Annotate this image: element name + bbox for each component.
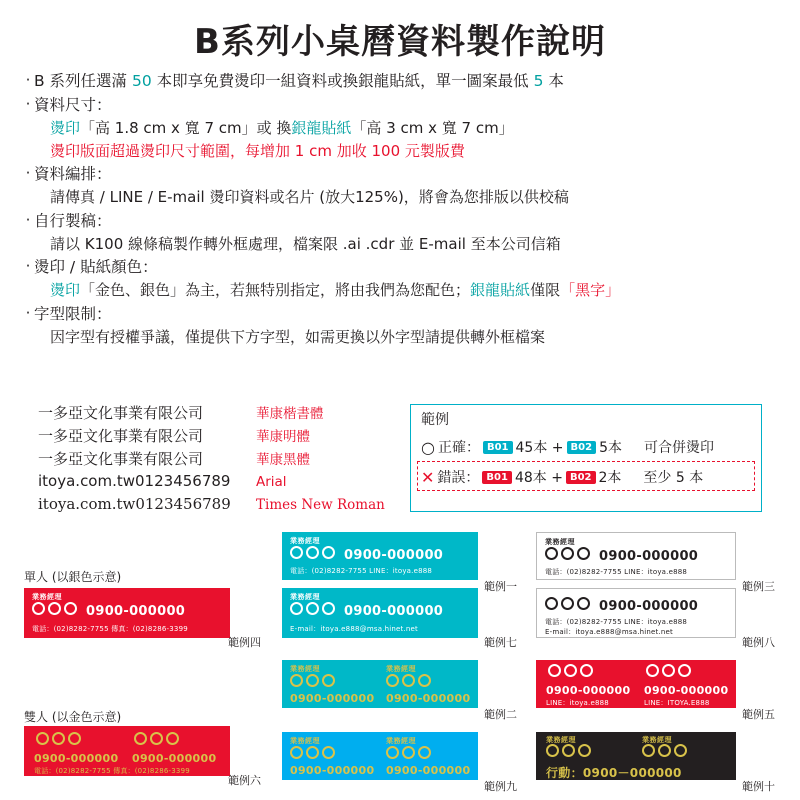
card-caption: 範例一 — [484, 580, 517, 593]
card-caption: 範例七 — [484, 636, 517, 649]
punch-circles-icon — [36, 732, 81, 745]
punch-circles-icon — [545, 547, 590, 560]
error-label: 錯誤： — [437, 470, 480, 486]
spec-item — [22, 69, 782, 93]
punch-circle-icon — [545, 547, 558, 560]
font-sample-text: itoya.com.tw0123456789 — [38, 472, 231, 491]
font-sample-row — [38, 402, 398, 425]
card-contact-text: 電話：(02)8282-7755 LINE：itoya.e888 — [545, 568, 688, 576]
punch-circle-icon — [32, 602, 45, 615]
card-phone-text: 0900-000000 — [644, 684, 729, 697]
card-caption: 範例六 — [228, 774, 261, 787]
error-qty1: 48本 + — [514, 470, 563, 486]
correct-circle-icon: ○ — [421, 437, 435, 457]
punch-circle-icon — [290, 602, 303, 615]
error-note: 至少 5 本 — [643, 470, 704, 486]
punch-circle-icon — [580, 664, 593, 677]
card-phone-text: 0900-000000 — [344, 548, 444, 563]
punch-circles-icon — [546, 744, 591, 757]
punch-circle-icon — [68, 732, 81, 745]
card-phone-text: 0900-000000 — [86, 604, 186, 619]
punch-circle-icon — [561, 547, 574, 560]
punch-circle-icon — [306, 602, 319, 615]
spec-text: 燙印 — [50, 119, 81, 138]
card-role-text: 業務經理 — [642, 736, 672, 744]
spec-body — [34, 93, 782, 162]
card-role-text: 業務經理 — [290, 737, 320, 745]
card-role-text: 業務經理 — [386, 665, 416, 673]
punch-circle-icon — [386, 674, 399, 687]
spec-body — [34, 255, 782, 302]
card-contact-text: E-mail：itoya.e888@msa.hinet.net — [290, 625, 419, 633]
product-code-b02: B02 — [567, 441, 597, 454]
spec-text: 本 — [543, 72, 564, 90]
spec-text: 銀龍貼紙 — [291, 119, 352, 138]
spec-line — [50, 233, 782, 256]
font-sample-text: 一多亞文化事業有限公司 — [38, 449, 204, 468]
punch-circle-icon — [642, 744, 655, 757]
spec-text: 或 換 — [256, 119, 292, 138]
spec-line — [34, 69, 782, 93]
punch-circle-icon — [134, 732, 147, 745]
punch-circle-icon — [306, 674, 319, 687]
specifications-list — [22, 69, 782, 348]
card-contact-text: 電話：(02)8282-7755 LINE：itoya.e888 — [290, 567, 433, 575]
sample-card — [282, 732, 478, 780]
correct-label: 正確： — [437, 440, 480, 456]
sample-card — [282, 660, 478, 708]
spec-heading: 字型限制： — [34, 304, 112, 323]
spec-text: 燙印版面超過燙印尺寸範圍，每增加 1 cm 加收 100 元製版費 — [50, 141, 465, 160]
card-contact-text: E-mail：itoya.e888@msa.hinet.net — [545, 628, 674, 636]
punch-circle-icon — [306, 546, 319, 559]
punch-circle-icon — [48, 602, 61, 615]
card-phone-text: 0900-000000 — [290, 692, 375, 705]
spec-body — [34, 209, 782, 256]
card-role-text: 業務經理 — [290, 537, 320, 545]
punch-circle-icon — [290, 546, 303, 559]
punch-circle-icon — [577, 547, 590, 560]
bullet-icon: ‧ — [25, 210, 31, 229]
card-phone-text: 0900-000000 — [132, 752, 217, 765]
punch-circle-icon — [678, 664, 691, 677]
sample-card — [282, 588, 478, 638]
example-error-row — [421, 467, 703, 487]
card-caption: 範例十 — [742, 780, 775, 793]
punch-circle-icon — [306, 746, 319, 759]
spec-text: 燙印 — [50, 281, 81, 300]
font-sample-row — [38, 493, 398, 516]
font-name-label: Arial — [256, 474, 287, 491]
spec-text: 「高 1.8 cm x 寬 7 cm」 — [80, 119, 257, 138]
spec-text: 請傳真 / LINE / E-mail 燙印資料或名片 (放大125%)，將會為您排版以供校稿 — [50, 188, 569, 207]
card-phone-text: 0900-000000 — [344, 604, 444, 619]
bullet-icon: ‧ — [25, 164, 31, 183]
spec-text: B 系列任選滿 — [34, 72, 132, 90]
card-contact-text: LINE：ITOYA.E888 — [644, 699, 710, 707]
punch-circle-icon — [402, 746, 415, 759]
font-sample-row — [38, 448, 398, 471]
punch-circles-icon — [290, 602, 335, 615]
card-phone-text: 0900-000000 — [290, 764, 375, 777]
font-name-label: Times New Roman — [256, 497, 385, 514]
font-sample-text: 一多亞文化事業有限公司 — [38, 404, 204, 422]
punch-circle-icon — [64, 602, 77, 615]
spec-item — [22, 255, 782, 302]
punch-circles-icon — [32, 602, 77, 615]
spec-line — [50, 326, 782, 349]
spec-text: 僅限 — [530, 281, 561, 300]
punch-circles-icon — [290, 674, 335, 687]
punch-circle-icon — [386, 746, 399, 759]
card-role-text: 業務經理 — [546, 736, 576, 744]
spec-heading: 資料編排： — [34, 165, 112, 184]
spec-text: 「金色、銀色」 — [80, 281, 186, 300]
card-group-label: 雙人 (以金色示意) — [24, 710, 122, 724]
font-name-label: 華康楷書體 — [256, 406, 324, 422]
product-code-b01-error: B01 — [482, 471, 512, 484]
punch-circle-icon — [290, 746, 303, 759]
card-role-text: 業務經理 — [290, 593, 320, 601]
card-role-text: 業務經理 — [545, 538, 575, 546]
spec-text: 50 — [132, 72, 152, 90]
punch-circles-icon — [290, 746, 335, 759]
punch-circle-icon — [546, 744, 559, 757]
correct-qty1: 45本 + — [515, 440, 564, 456]
card-contact-text: 電話：(02)8282-7755 傳真：(02)8286-3399 — [32, 625, 188, 633]
example-box — [410, 404, 762, 512]
card-caption: 範例四 — [228, 636, 261, 649]
punch-circles-icon — [646, 664, 691, 677]
correct-note: 可合併燙印 — [643, 440, 714, 456]
card-group-label: 單人 (以銀色示意) — [24, 570, 122, 584]
spec-item — [22, 162, 782, 209]
sample-card — [536, 532, 736, 580]
punch-circle-icon — [674, 744, 687, 757]
card-contact-text: LINE：itoya.e888 — [546, 699, 609, 707]
spec-text: 「高 3 cm x 寬 7 cm」 — [351, 119, 514, 138]
punch-circle-icon — [418, 746, 431, 759]
sample-card — [536, 588, 736, 638]
spec-line — [50, 140, 782, 163]
spec-heading: 燙印 / 貼紙顏色： — [34, 258, 158, 277]
error-cross-icon: ✕ — [421, 467, 435, 487]
card-caption: 範例八 — [742, 636, 775, 649]
punch-circle-icon — [577, 597, 590, 610]
font-sample-text: 一多亞文化事業有限公司 — [38, 426, 204, 445]
spec-line — [50, 186, 782, 209]
bullet-icon: ‧ — [25, 257, 31, 276]
sample-card — [24, 588, 230, 638]
punch-circles-icon — [386, 674, 431, 687]
punch-circle-icon — [322, 746, 335, 759]
bullet-icon: ‧ — [25, 95, 31, 114]
card-caption: 範例九 — [484, 780, 517, 793]
punch-circle-icon — [322, 674, 335, 687]
punch-circles-icon — [290, 546, 335, 559]
font-sample-text: itoya.com.tw0123456789 — [38, 495, 231, 514]
font-sample-list — [38, 402, 398, 516]
font-sample-row — [38, 425, 398, 448]
punch-circle-icon — [322, 602, 335, 615]
product-code-b01: B01 — [483, 441, 513, 454]
product-code-b02-error: B02 — [566, 471, 596, 484]
punch-circle-icon — [52, 732, 65, 745]
spec-text: 銀龍貼紙 — [470, 281, 531, 300]
sample-card — [282, 532, 478, 580]
card-phone-text: 0900-000000 — [599, 549, 699, 564]
card-role-text: 業務經理 — [386, 737, 416, 745]
punch-circle-icon — [578, 744, 591, 757]
punch-circle-icon — [322, 546, 335, 559]
card-contact-text: 電話：(02)8282-7755 LINE：itoya.e888 — [545, 618, 688, 626]
card-caption: 範例二 — [484, 708, 517, 721]
punch-circle-icon — [548, 664, 561, 677]
punch-circle-icon — [562, 744, 575, 757]
font-name-label: 華康黑體 — [256, 451, 310, 468]
spec-text: 請以 K100 線條稿製作轉外框處理，檔案限 .ai .cdr 並 E-mail 至本公司信箱 — [50, 234, 561, 253]
error-qty2: 2本 — [598, 470, 622, 486]
card-phone-text: 0900-000000 — [599, 599, 699, 614]
sample-card — [24, 726, 230, 776]
example-correct-row — [421, 437, 714, 457]
punch-circle-icon — [662, 664, 675, 677]
sample-card — [536, 732, 736, 780]
punch-circle-icon — [418, 674, 431, 687]
sample-card — [536, 660, 736, 708]
correct-qty2: 5本 — [599, 440, 622, 456]
spec-text: 為主，若無特別指定，將由我們為您配色； — [185, 281, 471, 300]
page-title: B系列小桌曆資料製作說明 — [194, 22, 606, 62]
spec-body — [34, 69, 782, 93]
punch-circles-icon — [642, 744, 687, 757]
punch-circle-icon — [150, 732, 163, 745]
punch-circle-icon — [564, 664, 577, 677]
punch-circle-icon — [545, 597, 558, 610]
punch-circle-icon — [36, 732, 49, 745]
punch-circles-icon — [548, 664, 593, 677]
spec-text: 5 — [533, 72, 544, 90]
spec-line — [50, 117, 782, 140]
card-caption: 範例三 — [742, 580, 775, 593]
card-role-text: 業務經理 — [32, 593, 62, 601]
spec-text: 因字型有授權爭議，僅提供下方字型，如需更換以外字型請提供轉外框檔案 — [50, 327, 546, 346]
punch-circle-icon — [561, 597, 574, 610]
bullet-icon: ‧ — [25, 303, 31, 322]
spec-item — [22, 302, 782, 349]
card-phone-text: 0900-000000 — [386, 764, 471, 777]
spec-item — [22, 93, 782, 162]
font-name-label: 華康明體 — [256, 428, 310, 445]
card-contact-text: 電話：(02)8282-7755 傳真：(02)8286-3399 — [34, 767, 190, 775]
punch-circles-icon — [545, 597, 590, 610]
spec-item — [22, 209, 782, 256]
spec-text: 本即享免費燙印一組資料或換銀龍貼紙，單一圖案最低 — [151, 72, 534, 90]
punch-circles-icon — [134, 732, 179, 745]
punch-circle-icon — [646, 664, 659, 677]
spec-body — [34, 302, 782, 349]
punch-circles-icon — [386, 746, 431, 759]
spec-body — [34, 162, 782, 209]
card-caption: 範例五 — [742, 708, 775, 721]
bullet-icon: ‧ — [25, 71, 31, 89]
spec-text: 「黑字」 — [560, 281, 621, 300]
spec-heading: 自行製稿： — [34, 211, 112, 230]
example-box-title: 範例 — [421, 412, 449, 428]
card-phone-text: 行動：0900－000000 — [546, 766, 682, 780]
font-sample-row — [38, 470, 398, 493]
spec-line — [50, 279, 782, 302]
card-phone-text: 0900-000000 — [386, 692, 471, 705]
spec-heading: 資料尺寸： — [34, 96, 112, 115]
card-phone-text: 0900-000000 — [546, 684, 631, 697]
punch-circle-icon — [402, 674, 415, 687]
card-phone-text: 0900-000000 — [34, 752, 119, 765]
punch-circle-icon — [166, 732, 179, 745]
punch-circle-icon — [290, 674, 303, 687]
punch-circle-icon — [658, 744, 671, 757]
card-role-text: 業務經理 — [290, 665, 320, 673]
